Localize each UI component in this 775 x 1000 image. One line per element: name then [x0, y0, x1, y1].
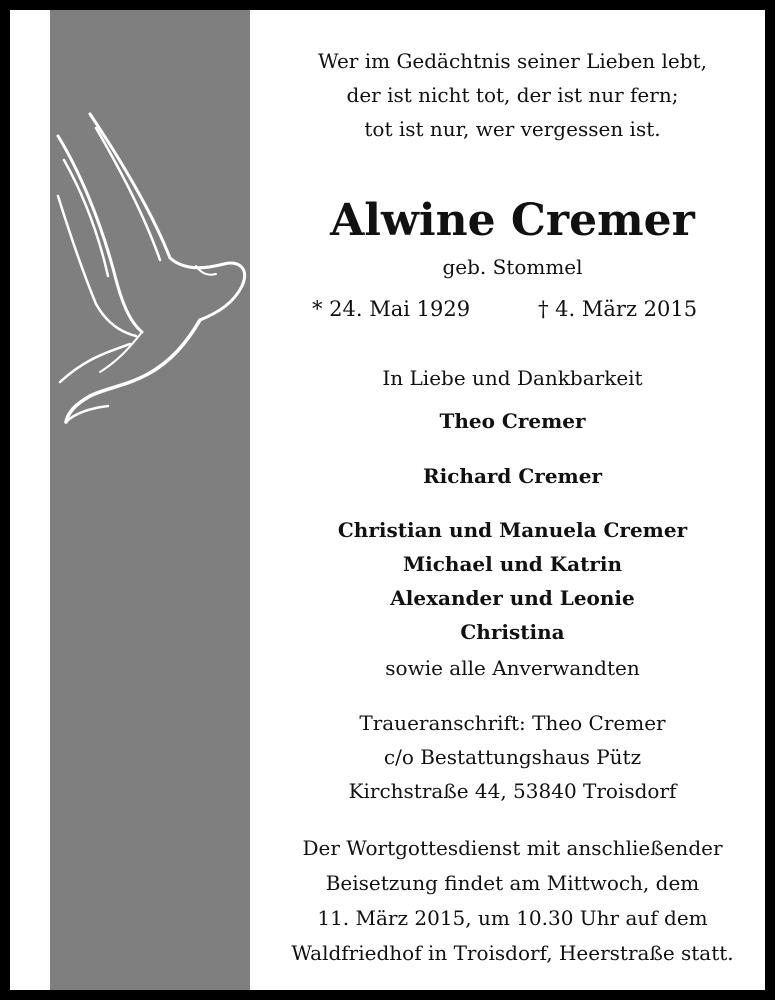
mourner-group: [260, 459, 765, 493]
address-line: c/o Bestattungshaus Pütz: [383, 745, 642, 769]
deceased-name: Alwine Cremer: [330, 195, 695, 246]
dove-icon: [10, 100, 250, 440]
memorial-quote: [260, 44, 765, 146]
mourner-name: Michael und Katrin: [403, 552, 622, 576]
obituary-text: [260, 10, 765, 990]
mourner-name: Christian und Manuela Cremer: [337, 518, 688, 542]
mourning-address: [260, 706, 765, 808]
birth-date: * 24. Mai 1929: [312, 297, 471, 321]
quote-line: Wer im Gedächtnis seiner Lieben lebt,: [318, 49, 707, 73]
quote-line: tot ist nur, wer vergessen ist.: [364, 117, 661, 141]
service-line: Der Wortgottesdienst mit anschließender: [302, 836, 723, 860]
mourner-name: Christina: [460, 620, 565, 644]
address-line: Kirchstraße 44, 53840 Troisdorf: [348, 779, 677, 803]
mourner-group: [260, 513, 765, 649]
mourner-name: Alexander und Leonie: [390, 586, 635, 610]
relatives-line: sowie alle Anverwandten: [385, 656, 640, 680]
service-details: [260, 831, 765, 971]
service-line: Waldfriedhof in Troisdorf, Heerstraße statt.: [291, 941, 734, 965]
mourner-name: Richard Cremer: [423, 464, 602, 488]
mourner-group: [260, 404, 765, 438]
service-line: 11. März 2015, um 10.30 Uhr auf dem: [317, 906, 708, 930]
gratitude-line: In Liebe und Dankbarkeit: [382, 366, 643, 390]
service-line: Beisetzung findet am Mittwoch, dem: [325, 871, 700, 895]
mourner-name: Theo Cremer: [439, 409, 586, 433]
address-line: Traueranschrift: Theo Cremer: [359, 711, 666, 735]
quote-line: der ist nicht tot, der ist nur fern;: [346, 83, 679, 107]
birth-name: geb. Stommel: [442, 255, 583, 279]
death-date: † 4. März 2015: [538, 297, 698, 321]
